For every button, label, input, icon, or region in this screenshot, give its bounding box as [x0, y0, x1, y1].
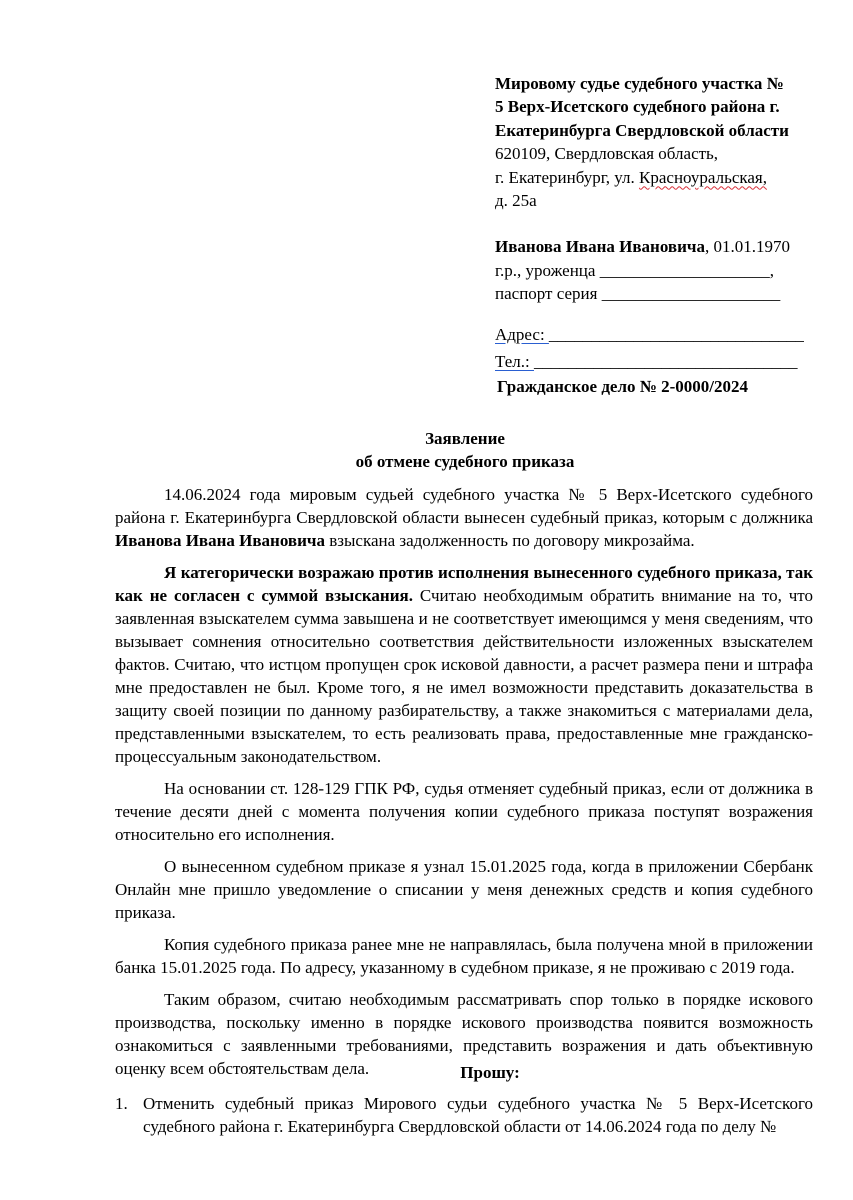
paragraph: О вынесенном судебном приказе я узнал 15.01.2025 года, когда в приложении Сбербанк Онлайн мне пришло уведомление о списании у меня денежных средств и копия судебного приказа.	[115, 857, 813, 922]
addressee-block	[495, 72, 825, 373]
court-line: Мировому судье судебного участка №	[495, 74, 784, 93]
paragraph: Таким образом, считаю необходимым рассматривать спор только в порядке искового производства, поскольку именно в порядке искового производства появится возможность ознакомиться с заявленными требованиями, представить возражения и дать объективную оценку всем обстоятельствам дела.	[115, 990, 813, 1078]
applicant-line	[495, 235, 825, 258]
applicant-address-line	[495, 323, 825, 346]
title-line: Заявление	[425, 429, 505, 448]
applicant-name: Иванова Ивана Ивановича	[495, 237, 705, 257]
paragraph: На основании ст. 128-129 ГПК РФ, судья отменяет судебный приказ, если от должника в течение десяти дней с момента получения копии судебного приказа поступят возражения относительно его исполнения.	[115, 779, 813, 844]
text-run: взыскана задолженность по договору микрозайма.	[325, 531, 695, 550]
court-line: Екатеринбурга Свердловской области	[495, 120, 789, 140]
objection-statement: Я категорически возражаю против исполнения вынесенного судебного приказа, так как не согласен с суммой взыскания.	[115, 563, 813, 605]
list-item	[115, 1092, 813, 1138]
paragraph	[115, 483, 813, 552]
court-address-line: д. 25а	[495, 191, 537, 211]
debtor-name: Иванова Ивана Ивановича	[115, 531, 325, 550]
paragraph	[115, 561, 813, 768]
document-title	[0, 427, 853, 473]
phone-blank: _______________________________	[534, 352, 798, 372]
street-name: Красноуральская,	[639, 167, 767, 187]
title-line: об отмене судебного приказа	[355, 452, 575, 471]
list-number: 1.	[115, 1094, 128, 1113]
court-address-line: 620109, Свердловская область,	[495, 144, 719, 164]
street-prefix: г. Екатеринбург, ул.	[495, 167, 640, 187]
text-run: 14.06.2024 года мировым судьей судебного участка № 5 Верх-Исетского судебного района г. Екатеринбурга Свердловской области вынесен судебный приказ, которым с должника	[115, 485, 813, 527]
passport-line: паспорт серия _____________________	[495, 284, 781, 304]
court-line: 5 Верх-Исетского судебного района г.	[495, 97, 780, 117]
case-number: Гражданское дело № 2-0000/2024	[497, 377, 748, 396]
phone-label: Тел.:	[495, 352, 534, 372]
text-run: Считаю необходимым обратить внимание на то, что заявленная взыскателем сумма завышена и не соответствует имеющимся у меня сведениям, что вызывает сомнения относительно соответствия действительности изложенных взыскателем фактов. Считаю, что истцом пропущен срок исковой давности, а расчет размера пени и штрафа мне предоставлен не был. Кроме того, я не имел возможности представить доказательства в защиту своей позиции по данному разбирательству, а также знакомиться с материалами дела, представленными взыскателем, то есть реализовать права, предоставленные мне гражданско-процессуальным законодательством.	[115, 586, 814, 766]
court-address-line	[495, 166, 825, 189]
paragraph: Копия судебного приказа ранее мне не направлялась, была получена мной в приложении банка 15.01.2025 года. По адресу, указанному в судебном приказе, я не проживаю с 2019 года.	[115, 935, 813, 977]
request-heading: Прошу:	[460, 1063, 520, 1082]
birthplace-line: г.р., уроженца ____________________,	[495, 260, 774, 280]
document-body	[115, 483, 813, 1089]
applicant-phone-line	[495, 350, 825, 373]
applicant-dob: , 01.01.1970	[705, 237, 790, 257]
address-blank: ______________________________	[548, 324, 804, 344]
list-text: Отменить судебный приказ Мирового судьи судебного участка № 5 Верх-Исетского судебного района г. Екатеринбурга Свердловской области от 14.06.2024 года по делу №	[143, 1094, 813, 1136]
address-label: Адрес:	[495, 324, 549, 344]
request-list	[115, 1092, 813, 1138]
